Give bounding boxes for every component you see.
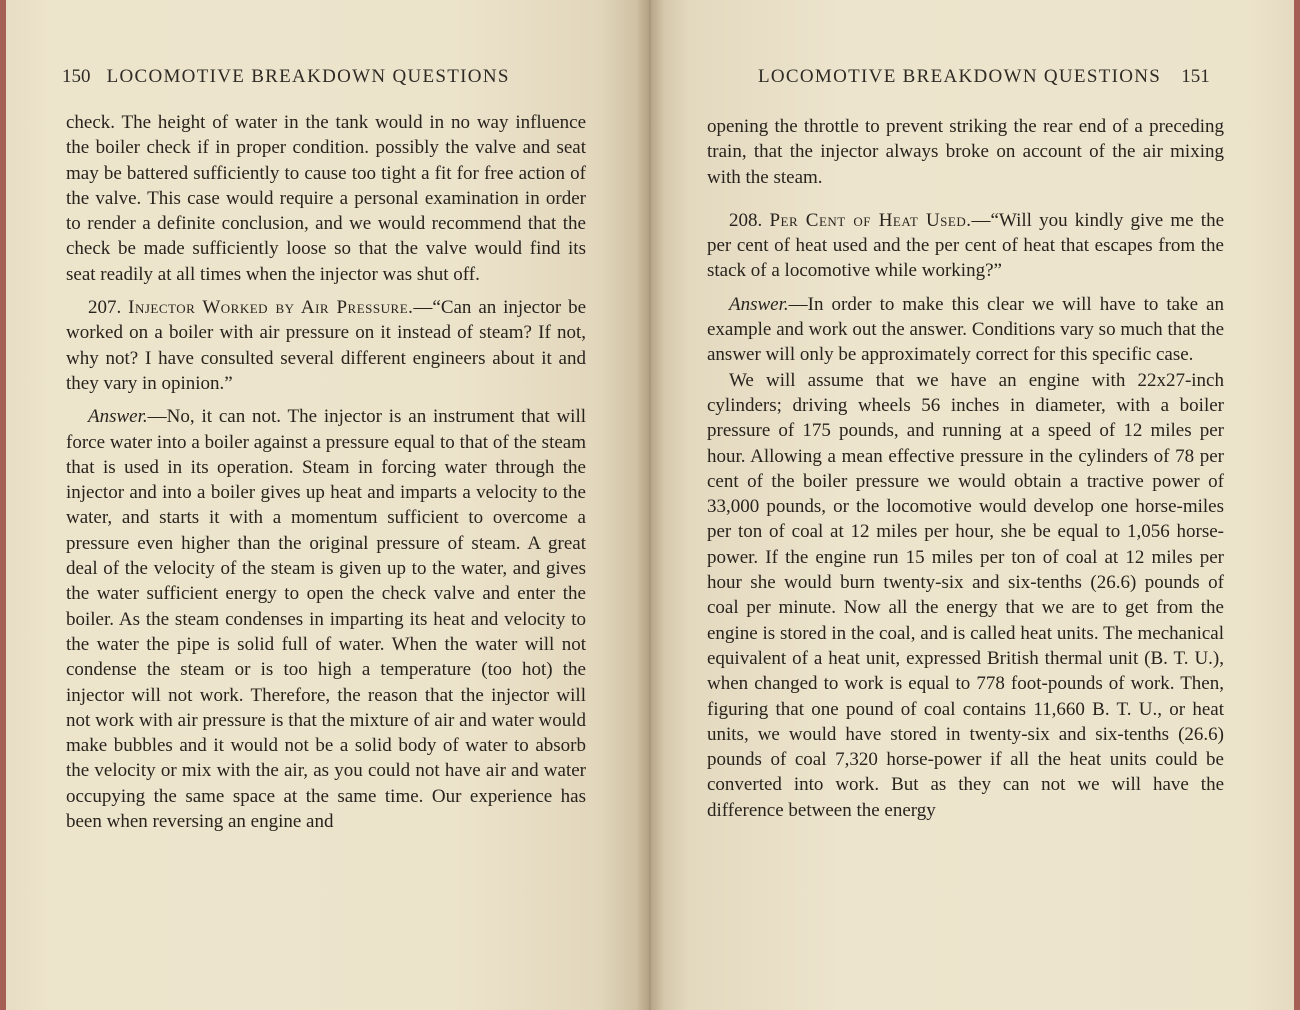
question-207 <box>66 295 586 396</box>
book-cover-edge-right <box>1294 0 1300 1010</box>
answer-207 <box>66 404 586 834</box>
question-208 <box>707 208 1224 284</box>
left-page-number: 150 <box>62 66 91 87</box>
answer-208-paragraph-2: We will assume that we have an engine with 22x27-inch cylinders; driving wheels 56 inches in diameter, with a boiler pressure of 175 pounds, and running at a speed of 12 miles per hour. Allowing a mean effective pressure in the cylinders of 78 per cent of the boiler pressure we would obtain a tractive power of 33,000 pounds, or the locomotive would develop one horse-miles per ton of coal at 12 miles per hour, she be equal to 1,056 horse-power. If the engine run 15 miles per ton of coal at 12 miles per hour she would burn twenty-six and six-tenths (26.6) pounds of coal per minute. Now all the energy that we are to get from the engine is stored in the coal, and is called heat units. The mechanical equivalent of a heat unit, expressed British thermal unit (B. T. U.), when changed to work is equal to 778 foot-pounds of work. Then, figuring that one pound of coal contains 11,660 B. T. U., or heat units, we would have stored in twenty-six and six-tenths (26.6) pounds of coal 7,320 horse-power if all the heat units could be converted into work. But as they can not we will have the difference between the energy <box>707 369 1224 821</box>
answer-207-text: —No, it can not. The injector is an instrument that will force water into a boiler against a pressure equal to that of the steam that is used in its operation. Steam in forcing water through the injector and into a boiler gives up heat and imparts a velocity to the water, and starts it with a momentum sufficient to overcome a pressure even higher than the original pressure of steam. A great deal of the velocity of the steam is given up to the water, and gives the water sufficient energy to open the check valve and enter the boiler. As the steam condenses in imparting its heat and velocity to the water the pipe is solid full of water. When the water will not condense the steam or is too high a temperature (too hot) the injector will not work. Therefore, the reason that the injector will not work with air pressure is that the mixture of air and water would make bubbles and it would not be a solid body of water to absorb the velocity or mix with the air, as you could not have air and water occupying the same space at the same time. Our experience has been when reversing an engine and <box>66 406 586 833</box>
question-208-text: —“Will you kindly give me the per cent of heat used and the per cent of heat that escapes from the stack of a locomotive while working?” <box>707 209 1225 282</box>
question-207-text: —“Can an injector be worked on a boiler with air pressure on it instead of steam? If not, why not? I have consulted several different engineers about it and they vary in opinion.” <box>66 297 587 394</box>
question-207-number: 207. <box>88 297 122 319</box>
question-208-number: 208. <box>729 209 763 231</box>
left-page-body <box>66 110 586 834</box>
left-running-title: LOCOMOTIVE BREAKDOWN QUESTIONS <box>106 66 510 87</box>
answer-208-text: —In order to make this clear we will have to take an example and work out the answer. Conditions vary so much that the answer will only be approximately correct for this specific case. <box>707 293 1224 366</box>
answer-208 <box>707 292 1224 368</box>
right-continuation-paragraph: opening the throttle to prevent striking the rear end of a preceding train, that the injector always broke on account of the air mixing with the steam. <box>707 116 1224 188</box>
right-page-body <box>707 114 1224 823</box>
left-continuation-paragraph: check. The height of water in the tank would in no way influence the boiler check if in proper condition. possibly the valve and seat may be battered sufficiently to cause too tight a fit for free action of the valve. This case would require a personal examination in order to render a definite conclusion, and we would recommend that the check be made sufficiently loose so that the valve would find its seat readily at all times when the injector was shut off. <box>66 112 586 285</box>
question-208-heading: Per Cent of Heat Used. <box>769 209 972 231</box>
book-gutter <box>636 0 664 1010</box>
right-running-head <box>758 66 1210 88</box>
right-page-number: 151 <box>1181 66 1210 87</box>
question-207-heading: Injector Worked by Air Pressure. <box>128 297 414 319</box>
answer-208-label: Answer. <box>729 293 789 315</box>
right-page <box>650 0 1300 1010</box>
book-cover-edge-left <box>0 0 6 1010</box>
answer-207-label: Answer. <box>88 406 148 428</box>
left-running-head <box>62 66 510 88</box>
right-running-title: LOCOMOTIVE BREAKDOWN QUESTIONS <box>758 66 1162 87</box>
